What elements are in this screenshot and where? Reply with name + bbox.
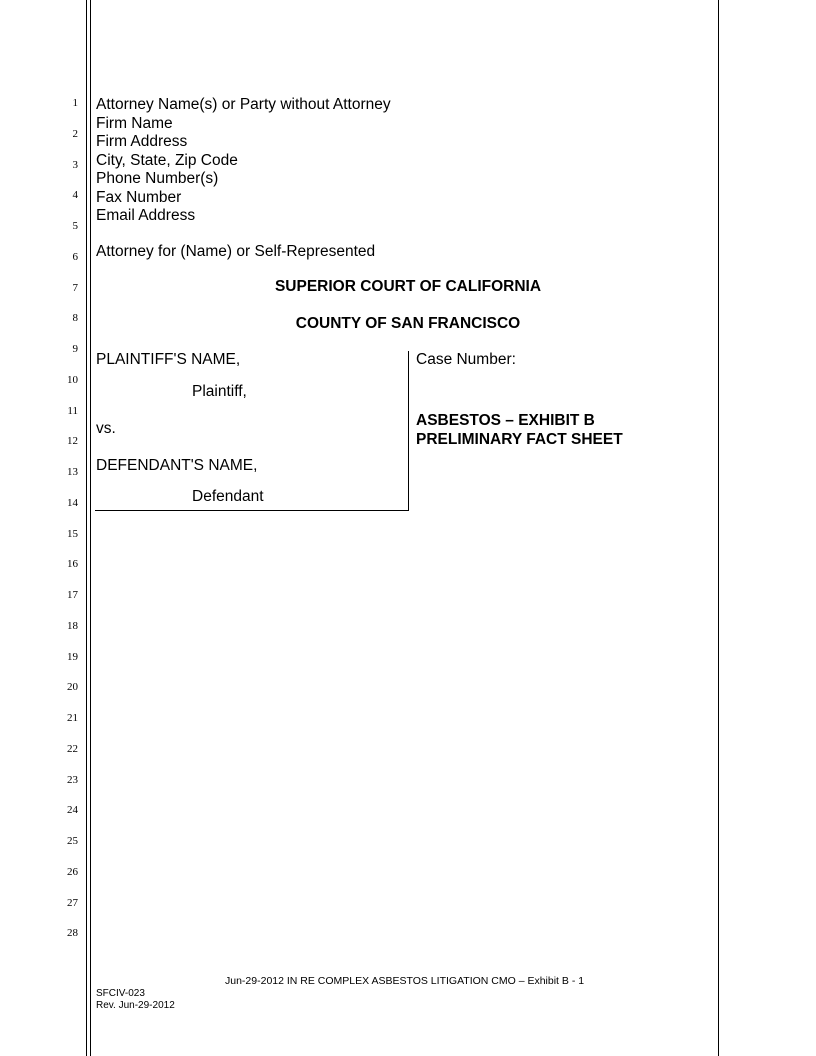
line-number: 7 [72, 281, 78, 294]
fax-number: Fax Number [96, 188, 182, 206]
left-margin-rule-outer [86, 0, 87, 1056]
line-number: 5 [72, 220, 78, 232]
defendant-label: Defendant [192, 488, 264, 505]
plaintiff-name: PLAINTIFF'S NAME, [96, 351, 241, 368]
line-number: 3 [72, 158, 78, 171]
line-number: 21 [67, 712, 78, 724]
line-number: 10 [67, 373, 78, 386]
email-address: Email Address [96, 207, 196, 224]
line-number: 11 [67, 404, 78, 417]
phone-number: Phone Number(s) [96, 170, 219, 187]
line-number: 4 [72, 189, 78, 202]
line-number: 6 [72, 250, 78, 263]
line-number: 19 [67, 650, 78, 663]
attorney-name: Attorney Name(s) or Party without Attorney [96, 96, 391, 113]
line-number: 26 [67, 865, 78, 878]
line-number: 16 [67, 558, 78, 571]
document-title-line1: ASBESTOS – EXHIBIT B [416, 412, 595, 429]
line-number: 9 [72, 343, 78, 355]
caption-divider [408, 351, 409, 511]
line-number: 18 [67, 619, 78, 632]
firm-name: Firm Name [96, 114, 173, 132]
right-margin-rule [718, 0, 719, 1056]
form-revision: Rev. Jun-29-2012 [96, 1000, 175, 1011]
line-number: 24 [67, 804, 78, 817]
line-number: 12 [67, 435, 78, 448]
line-number: 14 [67, 496, 78, 509]
versus: vs. [96, 420, 116, 437]
city-state-zip: City, State, Zip Code [96, 151, 238, 169]
footer-form-info [96, 988, 175, 1012]
line-number: 27 [67, 896, 78, 909]
line-number: 28 [67, 927, 78, 940]
left-margin-rule-inner [90, 0, 91, 1056]
line-number: 13 [67, 466, 78, 478]
line-number: 22 [67, 742, 78, 755]
line-number: 25 [67, 835, 78, 847]
footer-caption: Jun-29-2012 IN RE COMPLEX ASBESTOS LITIGATION CMO – Exhibit B - 1 [225, 975, 585, 987]
caption-underline [95, 510, 409, 511]
case-number-label: Case Number: [416, 351, 516, 368]
attorney-for: Attorney for (Name) or Self-Represented [96, 243, 376, 260]
form-id: SFCIV-023 [96, 988, 145, 999]
line-number: 23 [67, 773, 78, 786]
document-title-line2: PRELIMINARY FACT SHEET [416, 431, 623, 448]
defendant-name: DEFENDANT'S NAME, [96, 457, 258, 474]
court-county: COUNTY OF SAN FRANCISCO [295, 315, 521, 332]
line-number: 17 [67, 589, 78, 601]
line-number: 8 [72, 312, 78, 325]
line-number: 1 [72, 97, 78, 109]
line-number: 15 [67, 527, 78, 540]
line-number: 2 [72, 127, 78, 140]
court-name: SUPERIOR COURT OF CALIFORNIA [274, 278, 542, 295]
firm-address: Firm Address [96, 133, 188, 150]
line-number: 20 [67, 681, 78, 694]
plaintiff-label: Plaintiff, [192, 383, 247, 400]
